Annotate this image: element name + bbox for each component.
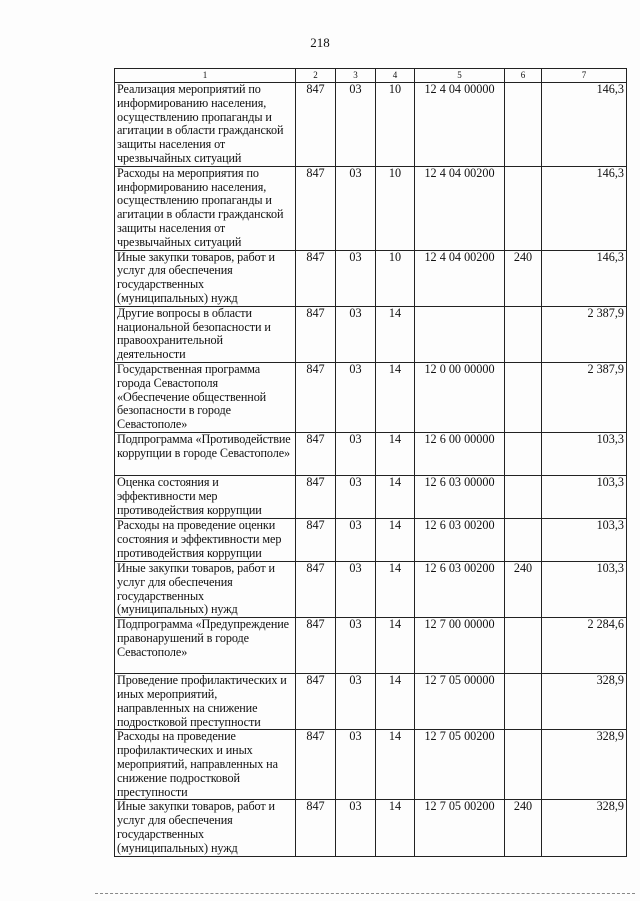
row-expense-type-cell [505,730,542,800]
row-section-cell: 03 [336,250,376,306]
row-target-article-cell [415,306,505,362]
row-section-cell: 03 [336,432,376,475]
row-amount-cell: 146,3 [542,166,627,250]
budget-table [114,68,627,857]
row-amount-cell: 146,3 [542,250,627,306]
header-col-5: 5 [415,69,505,83]
row-name-cell: Иные закупки товаров, работ и услуг для обеспечения государственных (муниципальных) нужд [115,561,296,617]
row-target-article-cell: 12 6 03 00200 [415,518,505,561]
row-ved-cell: 847 [296,800,336,856]
header-col-4: 4 [376,69,415,83]
table-row [115,250,627,306]
row-target-article-cell: 12 0 00 00000 [415,362,505,432]
row-name-cell: Расходы на проведение профилактических и иных мероприятий, направленных на снижение подростковой преступности [115,730,296,800]
row-amount-cell: 2 387,9 [542,306,627,362]
row-amount-cell: 328,9 [542,674,627,730]
row-section-cell: 03 [336,730,376,800]
row-subsection-cell: 10 [376,166,415,250]
row-expense-type-cell [505,674,542,730]
row-ved-cell: 847 [296,730,336,800]
header-col-6: 6 [505,69,542,83]
row-amount-cell: 2 284,6 [542,618,627,674]
row-section-cell: 03 [336,83,376,167]
row-section-cell: 03 [336,518,376,561]
row-expense-type-cell: 240 [505,250,542,306]
row-amount-cell: 328,9 [542,730,627,800]
table-row [115,83,627,167]
table-row [115,618,627,674]
row-target-article-cell: 12 7 05 00000 [415,674,505,730]
header-col-3: 3 [336,69,376,83]
row-name-cell: Подпрограмма «Предупреждение правонарушений в городе Севастополе» [115,618,296,674]
row-target-article-cell: 12 6 00 00000 [415,432,505,475]
row-ved-cell: 847 [296,475,336,518]
row-subsection-cell: 14 [376,432,415,475]
row-ved-cell: 847 [296,618,336,674]
table-row [115,674,627,730]
row-name-cell: Иные закупки товаров, работ и услуг для обеспечения государственных (муниципальных) нужд [115,800,296,856]
row-expense-type-cell [505,518,542,561]
row-name-cell: Иные закупки товаров, работ и услуг для обеспечения государственных (муниципальных) нужд [115,250,296,306]
row-expense-type-cell: 240 [505,561,542,617]
row-section-cell: 03 [336,166,376,250]
row-name-cell: Расходы на мероприятия по информированию населения, осуществлению пропаганды и агитации в области гражданской защиты населения от чрезвычайных ситуаций [115,166,296,250]
row-expense-type-cell [505,83,542,167]
row-subsection-cell: 14 [376,561,415,617]
row-name-cell: Другие вопросы в области национальной безопасности и правоохранительной деятельности [115,306,296,362]
row-target-article-cell: 12 7 05 00200 [415,800,505,856]
row-amount-cell: 146,3 [542,83,627,167]
row-name-cell: Оценка состояния и эффективности мер противодействия коррупции [115,475,296,518]
row-amount-cell: 103,3 [542,518,627,561]
header-col-1: 1 [115,69,296,83]
row-target-article-cell: 12 4 04 00000 [415,83,505,167]
row-subsection-cell: 10 [376,250,415,306]
row-subsection-cell: 14 [376,518,415,561]
row-ved-cell: 847 [296,306,336,362]
row-subsection-cell: 14 [376,618,415,674]
row-ved-cell: 847 [296,561,336,617]
row-expense-type-cell [505,306,542,362]
row-section-cell: 03 [336,362,376,432]
row-ved-cell: 847 [296,362,336,432]
row-section-cell: 03 [336,306,376,362]
row-subsection-cell: 14 [376,362,415,432]
row-section-cell: 03 [336,674,376,730]
table-row [115,518,627,561]
row-section-cell: 03 [336,618,376,674]
row-subsection-cell: 14 [376,306,415,362]
row-amount-cell: 103,3 [542,432,627,475]
row-expense-type-cell [505,432,542,475]
row-target-article-cell: 12 6 03 00200 [415,561,505,617]
row-target-article-cell: 12 4 04 00200 [415,250,505,306]
row-amount-cell: 103,3 [542,475,627,518]
row-expense-type-cell [505,166,542,250]
row-target-article-cell: 12 7 05 00200 [415,730,505,800]
table-row [115,166,627,250]
row-subsection-cell: 14 [376,730,415,800]
row-ved-cell: 847 [296,250,336,306]
header-row [115,69,627,83]
row-subsection-cell: 14 [376,674,415,730]
row-expense-type-cell: 240 [505,800,542,856]
row-amount-cell: 328,9 [542,800,627,856]
row-section-cell: 03 [336,800,376,856]
row-name-cell: Расходы на проведение оценки состояния и эффективности мер противодействия коррупции [115,518,296,561]
row-name-cell: Подпрограмма «Противодействие коррупции в городе Севастополе» [115,432,296,475]
page-number: 218 [310,35,330,50]
table-row [115,306,627,362]
table-row [115,475,627,518]
row-target-article-cell: 12 4 04 00200 [415,166,505,250]
row-subsection-cell: 14 [376,475,415,518]
table-row [115,561,627,617]
row-ved-cell: 847 [296,518,336,561]
table-row [115,730,627,800]
row-ved-cell: 847 [296,674,336,730]
row-expense-type-cell [505,618,542,674]
row-ved-cell: 847 [296,166,336,250]
row-expense-type-cell [505,475,542,518]
row-section-cell: 03 [336,475,376,518]
row-subsection-cell: 14 [376,800,415,856]
row-ved-cell: 847 [296,83,336,167]
header-col-2: 2 [296,69,336,83]
row-name-cell: Проведение профилактических и иных мероприятий, направленных на снижение подростковой преступности [115,674,296,730]
bottom-rule [95,893,635,894]
row-name-cell: Реализация мероприятий по информированию населения, осуществлению пропаганды и агитации в области гражданской защиты населения от чрезвычайных ситуаций [115,83,296,167]
row-ved-cell: 847 [296,432,336,475]
table-row [115,432,627,475]
table-row [115,800,627,856]
row-target-article-cell: 12 7 00 00000 [415,618,505,674]
header-col-7: 7 [542,69,627,83]
row-expense-type-cell [505,362,542,432]
table-row [115,362,627,432]
row-amount-cell: 2 387,9 [542,362,627,432]
row-subsection-cell: 10 [376,83,415,167]
row-target-article-cell: 12 6 03 00000 [415,475,505,518]
row-name-cell: Государственная программа города Севастополя «Обеспечение общественной безопасности в городе Севастополе» [115,362,296,432]
row-amount-cell: 103,3 [542,561,627,617]
row-section-cell: 03 [336,561,376,617]
